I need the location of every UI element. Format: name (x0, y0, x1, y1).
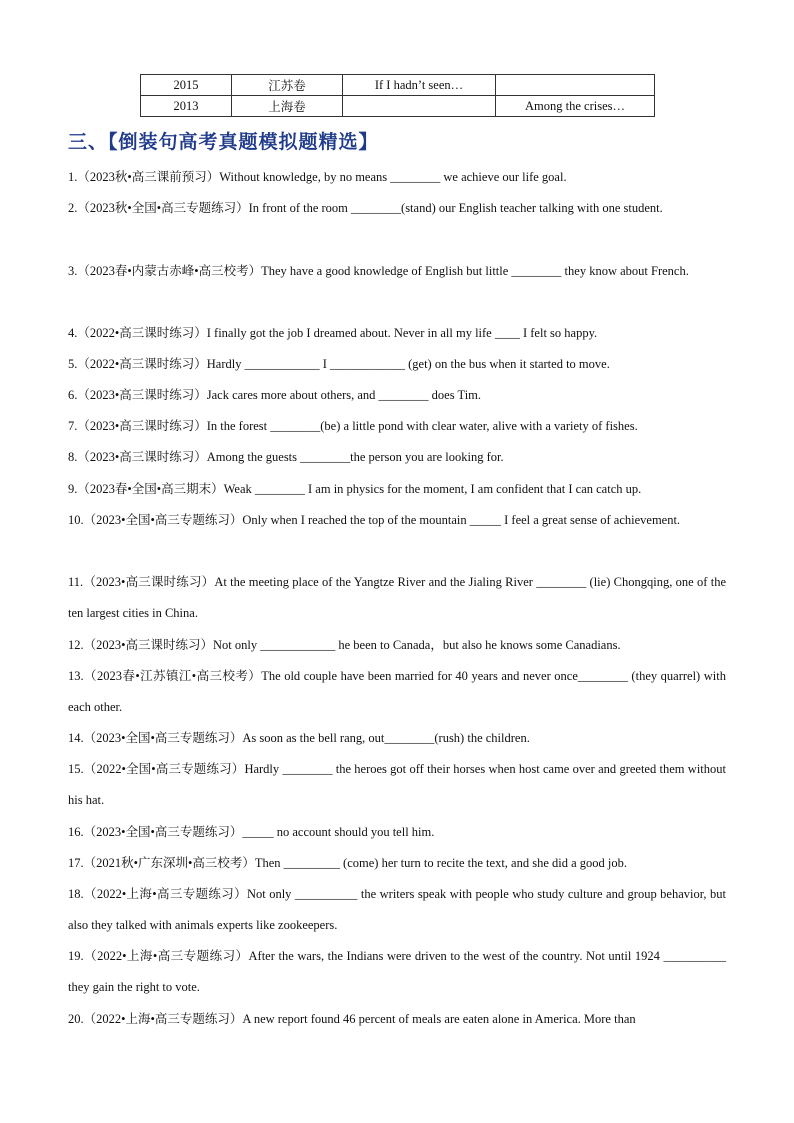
question-15: 15.（2022•全国•高三专题练习）Hardly ________ the heroes got off their horses when host came over and greeted them without his hat. (68, 762, 726, 807)
question-16: 16.（2023•全国•高三专题练习）_____ no account should you tell him. (68, 825, 435, 839)
question-13: 13.（2023春•江苏镇江•高三校考）The old couple have been married for 40 years and never once________ (they quarrel) with each other. (68, 669, 726, 714)
question-14: 14.（2023•全国•高三专题练习）As soon as the bell rang, out________(rush) the children. (68, 731, 530, 745)
section-heading: 三、【倒装句高考真题模拟题精选】 (68, 131, 379, 153)
question-19: 19.（2022•上海•高三专题练习）After the wars, the Indians were driven to the west of the country. Not until 1924 __________ they gain the right to vote. (68, 949, 726, 994)
question-18: 18.（2022•上海•高三专题练习）Not only __________ the writers speak with people who study culture and group behavior, but also they talked with animals experts like zookeepers. (68, 887, 726, 932)
question-10: 10.（2023•全国•高三专题练习）Only when I reached the top of the mountain _____ I feel a great sense of achievement. (68, 513, 681, 527)
table-cell-example (496, 75, 655, 96)
question-5: 5.（2022•高三课时练习）Hardly ____________ I ____________ (get) on the bus when it started to move. (68, 357, 610, 371)
table-cell-region: 江苏卷 (232, 75, 343, 96)
question-8: 8.（2023•高三课时练习）Among the guests ________the person you are looking for. (68, 450, 504, 464)
question-4: 4.（2022•高三课时练习）I finally got the job I dreamed about. Never in all my life ____ I felt so happy. (68, 326, 598, 340)
table-row (141, 96, 655, 117)
answer-table (140, 74, 655, 117)
table-cell-year: 2015 (141, 75, 232, 96)
table-cell-year: 2013 (141, 96, 232, 117)
question-3: 3.（2023春•内蒙古赤峰•高三校考）They have a good knowledge of English but little ________ they know about French. (68, 264, 689, 278)
table-cell-example (343, 96, 496, 117)
question-1: 1.（2023秋•高三课前预习）Without knowledge, by no means ________ we achieve our life goal. (68, 170, 567, 184)
question-20: 20.（2022•上海•高三专题练习）A new report found 46 percent of meals are eaten alone in America. More than (68, 1012, 636, 1026)
question-9: 9.（2023春•全国•高三期末）Weak ________ I am in physics for the moment, I am confident that I can catch up. (68, 482, 642, 496)
question-2: 2.（2023秋•全国•高三专题练习）In front of the room ________(stand) our English teacher talking with one student. (68, 201, 663, 215)
question-17: 17.（2021秋•广东深圳•高三校考）Then _________ (come) her turn to recite the text, and she did a good job. (68, 856, 627, 870)
table-cell-example: Among the crises… (496, 96, 655, 117)
question-6: 6.（2023•高三课时练习）Jack cares more about others, and ________ does Tim. (68, 388, 482, 402)
table-cell-region: 上海卷 (232, 96, 343, 117)
table-cell-example: If I hadn’t seen… (343, 75, 496, 96)
question-11: 11.（2023•高三课时练习）At the meeting place of the Yangtze River and the Jialing River ________ (lie) Chongqing, one of the ten largest cities in China. (68, 575, 726, 620)
table-row (141, 75, 655, 96)
question-12: 12.（2023•高三课时练习）Not only ____________ he been to Canada，but also he knows some Canadians. (68, 638, 621, 652)
question-7: 7.（2023•高三课时练习）In the forest ________(be) a little pond with clear water, alive with a variety of fishes. (68, 419, 638, 433)
